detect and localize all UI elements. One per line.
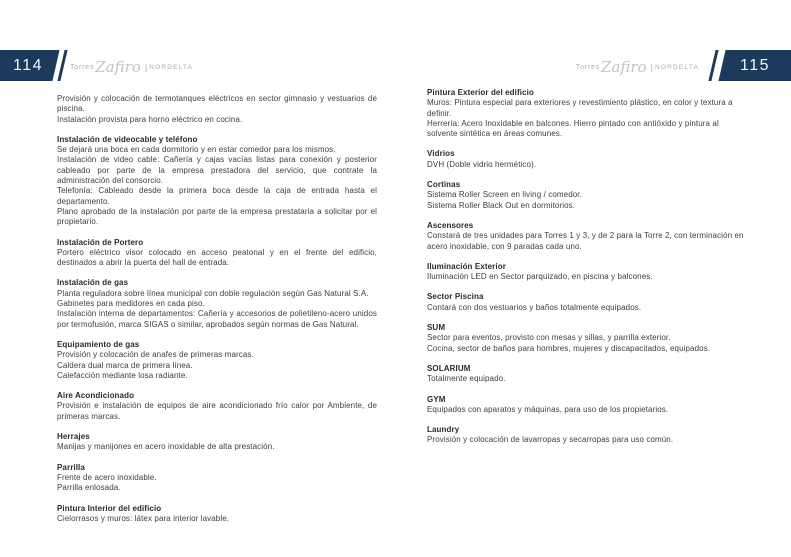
spec-paragraph: DVH (Doble vidrio hermético). [427,159,537,169]
spec-paragraph: Parrilla enlosada. [57,483,121,493]
left-brand-logo [70,56,193,78]
spec-section-aire-acondicionado [57,391,377,422]
spec-section-laundry [427,425,747,446]
spec-section-parrilla [57,463,377,494]
spec-section-ascensores [427,221,747,252]
spec-paragraph: Instalación provista para horno eléctrico en cocina. [57,114,243,124]
spec-section-instalacion-gas [57,278,377,329]
spec-paragraph: Sistema Roller Black Out en dormitorios. [427,200,576,210]
spec-section-gym [427,395,747,416]
spec-section-equipamiento-gas [57,340,377,381]
section-heading: Instalación de Portero [57,237,144,247]
spec-paragraph: Planta reguladora sobre línea municipal con doble regulación según Gas Natural S.A. [57,288,369,298]
spec-paragraph: Muros: Pintura especial para exteriores y revestimiento plástico, en color y textura a definir. [427,98,733,118]
spec-paragraph: Instalación de video cable: Cañería y cajas vacías listas para conexión y posterior cableado por parte de la empresa prestadora del servicio, que contrate la administración del consorcio. [57,155,377,186]
right-page-content [427,88,747,456]
spec-paragraph: Instalación interna de departamentos: Cañería y accesorios de polietileno-acero unidos por termofusión, marca SIGAS o similar, aprobados según normas de Gas Natural. [57,309,377,329]
spec-paragraph: Calefacción mediante losa radiante. [57,370,188,380]
spec-paragraph: Plano aprobado de la instalación por parte de la empresa prestataria a solicitar por el propietario. [57,206,377,227]
spec-paragraph: Portero eléctrico visor colocado en acceso peatonal y en el frente del edificio, destinados a abrir la puerta del hall de entrada. [57,247,377,268]
section-heading: Instalación de gas [57,278,129,288]
spec-paragraph: Herrería: Acero Inoxidable en balcones. Hierro pintado con antióxido y pintura al solvente sintética en áreas comunes. [427,118,719,139]
section-heading: GYM [427,394,446,404]
brand-torres-label: Torres [70,63,95,71]
spec-paragraph: Caldera dual marca de primera línea. [57,360,193,370]
brand-separator: | [144,62,148,72]
spec-paragraph: Cocina, sector de baños para hombres, mujeres y discapacitados, equipados. [427,343,711,353]
section-heading: Pintura Interior del edificio [57,503,162,513]
left-header-slash [57,50,67,81]
left-page-number: 114 [13,57,44,74]
spec-paragraph: Iluminación LED en Sector parquizado, en piscina y balcones. [427,272,653,282]
spec-paragraph: Provisión y colocación de lavarropas y secarropas para uso común. [427,435,674,445]
right-brand-logo [576,56,699,78]
brand-zafiro-label: Zafiro [601,57,647,76]
section-heading: Herrajes [57,432,90,442]
spec-paragraph: Contará con dos vestuarios y baños totalmente equipados. [427,302,642,312]
spec-section-sector-piscina [427,292,747,313]
spec-paragraph: Se dejará una boca en cada dormitorio y en estar comedor para los mismos. [57,145,336,155]
section-heading: SUM [427,323,446,333]
spec-paragraph: Telefonía: Cableado desde la primera boca desde la caja de entrada hasta el departamento. [57,186,377,206]
section-heading: Sector Piscina [427,292,484,302]
spec-section-pintura-exterior [427,88,747,139]
spec-paragraph: Sistema Roller Screen en living / comedor. [427,190,582,200]
spec-paragraph: Cielorrasos y muros: látex para interior lavable. [57,513,230,523]
spec-paragraph: Constará de tres unidades para Torres 1 y 3, y de 2 para la Torre 2, con terminación en acero inoxidable, con 9 paradas cada uno. [427,231,744,251]
spec-paragraph: Manijas y manijones en acero inoxidable de alta prestación. [57,442,275,452]
spec-section-videocable-telefono [57,135,377,228]
brand-separator: | [650,62,653,72]
spec-section-vidrios [427,149,747,170]
spec-paragraph: Gabinetes para medidores en cada piso. [57,299,205,309]
spec-paragraph: Provisión y colocación de termotanques eléctricos en sector gimnasio y vestuarios de piscina. [57,94,377,114]
section-heading: Pintura Exterior del edificio [427,88,534,97]
spec-section-intro [57,94,377,125]
spec-section-herrajes [57,432,377,453]
section-heading: Iluminación Exterior [427,261,506,271]
right-header-slash [708,50,718,81]
brand-zafiro-label: Zafiro [95,57,141,76]
section-heading: Vidrios [427,149,455,159]
spec-paragraph: Provisión y colocación de anafes de primeras marcas. [57,350,254,360]
spec-paragraph: Equipados con aparatos y máquinas, para uso de los propietarios. [427,404,669,414]
section-heading: Instalación de videocable y teléfono [57,134,198,144]
spec-section-portero [57,238,377,269]
section-heading: Aire Acondicionado [57,391,135,401]
spec-paragraph: Totalmente equipado. [427,374,506,384]
spec-section-sum [427,323,747,354]
brand-nordelta-label: NORDELTA [149,63,194,71]
left-page-content [57,94,377,534]
section-heading: Parrilla [57,462,85,472]
section-heading: SOLARIUM [427,363,471,373]
section-heading: Cortinas [427,180,461,190]
section-heading: Ascensores [427,220,474,230]
right-page-number: 115 [740,57,771,74]
spec-paragraph: Provisión e instalación de equipos de aire acondicionado frío calor por Ambiente, de primeras marcas. [57,401,377,421]
spec-paragraph: Sector para eventos, provisto con mesas y sillas, y parrilla exterior. [427,333,671,343]
spec-section-cortinas [427,180,747,211]
brand-nordelta-label: NORDELTA [654,63,699,71]
section-heading: Equipamiento de gas [57,339,140,349]
spec-section-solarium [427,364,747,385]
spec-paragraph: Frente de acero inoxidable. [57,472,157,482]
brand-torres-label: Torres [575,63,601,71]
section-heading: Laundry [427,425,460,435]
spec-section-pintura-interior [57,504,377,525]
spec-section-iluminacion-exterior [427,262,747,283]
